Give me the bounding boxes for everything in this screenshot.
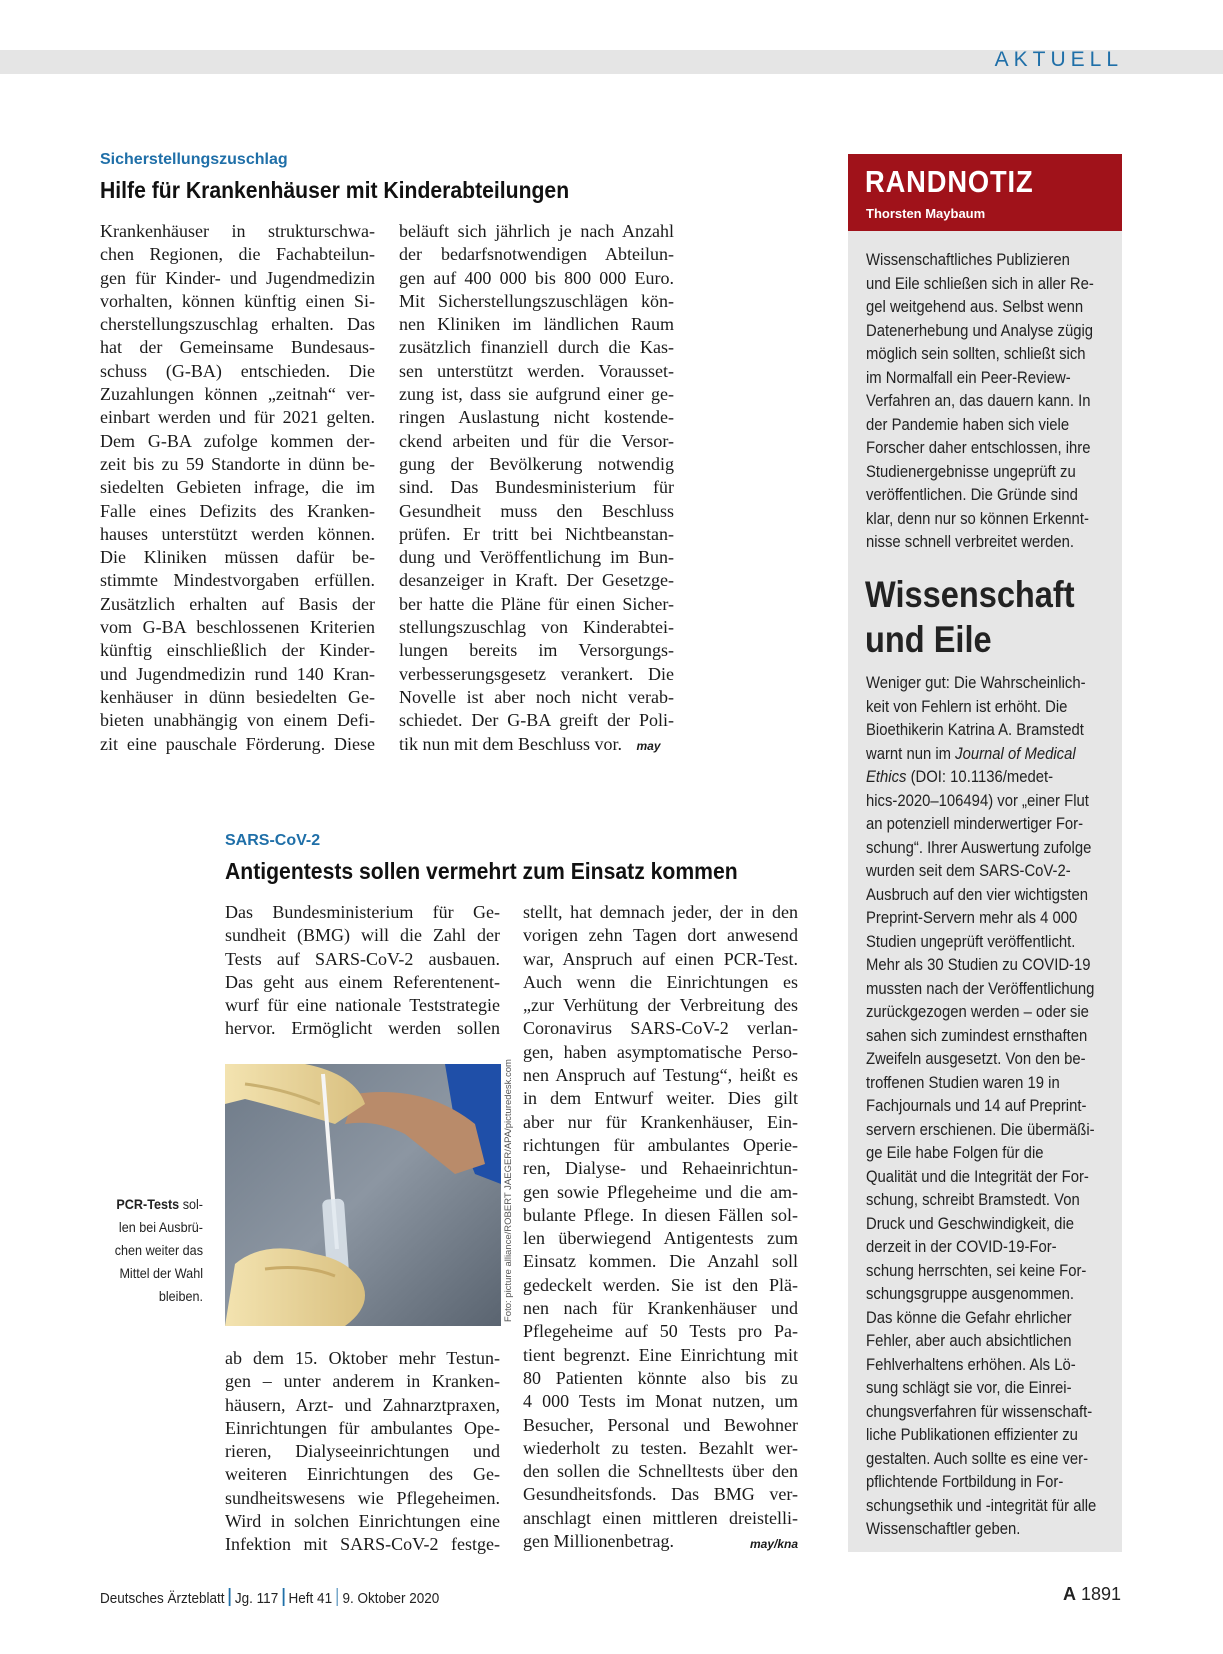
issue-date: 9. Oktober 2020 <box>342 1590 440 1607</box>
article2-kicker: SARS-CoV-2 <box>225 832 321 849</box>
article1-signature: may <box>636 738 661 753</box>
footer-divider <box>283 1588 284 1606</box>
article1-title: Hilfe für Krankenhäuser mit Kinderabteilungen <box>100 177 570 203</box>
journal-name: Deutsches Ärzteblatt <box>100 1590 225 1607</box>
article2-last-line: gen Millionenbetrag. may/kna <box>523 1530 798 1553</box>
caption-bold: PCR-Tests <box>116 1196 180 1212</box>
article2-column-2: stellt, hat demnach jeder, der in den vorigen zehn Tagen dort anwesend war, Anspruch auf einen PCR-Test. Auch wenn die Einrichtungen es „zur Verhütung der Verbreitung des Coronavirus SARS-CoV-2 verlan- gen, haben asymptomatische Perso- nen Anspruch auf Testung“, heißt es in dem Entwurf weiter. Dies gilt aber nur für Krankenhäuser, Ein- richtungen für ambulantes Operie- ren, Dialyse- und Rehaeinrichtun- gen sowie Pflegeheime und die am- bulante Pflege. In diesen Fällen sol- len überwiegend Antigentests zum Einsatz kommen. Die Anzahl soll gedeckelt werden. Sie ist den Plä- nen nach für Krankenhäuser und Pflegeheime auf 50 Tests pro Pa- tient begrenzt. Eine Einrichtung mit 80 Patienten könnte also bis zu 4 000 Tests im Monat nutzen, um Besucher, Personal und Bewohner wiederholt zu testen. Bezahlt wer- den sollen die Schnelltests über den Gesundheitsfonds. Das BMG ver- anschlagt einen mittleren dreistelli- gen Millionenbetrag. may/kna <box>523 901 798 1553</box>
section-label: AKTUELL <box>994 48 1123 71</box>
randnotiz-title: RANDNOTIZ <box>865 164 1034 199</box>
footer-divider <box>337 1588 338 1606</box>
randnotiz-intro: Wissenschaftliches Publizieren und Eile schließen sich in aller Re- gel weitgehend aus. Selbst wenn Datenerhebung und Analyse zügig möglich sein sollten, schließt sich im Normalfall ein Peer-Review- Verfahren an, das dauern kann. In der Pandemie haben sich viele Forscher daher entschlossen, ihre Studienergebnisse ungeprüft zu veröffentlichen. Die Gründe sind klar, denn nur so können Erkennt- nisse schnell verbreitet werden. <box>866 251 1094 551</box>
photo-caption: PCR-Tests sol- len bei Ausbrü- chen weiter das Mittel der Wahl bleiben. <box>114 1196 203 1304</box>
journal-issue: Heft 41 <box>288 1590 333 1607</box>
randnotiz-author: Thorsten Maybaum <box>866 206 986 221</box>
page-number: A 1891 <box>1062 1584 1121 1604</box>
journal-volume: Jg. 117 <box>234 1590 279 1607</box>
article2-signature: may/kna <box>749 1537 798 1552</box>
page-footer <box>100 1588 439 1607</box>
photo-credit: Foto: picture alliance/ROBERT JAEGER/APA/picturedesk.com <box>503 1059 514 1322</box>
article1-column-1: Krankenhäuser in strukturschwa- chen Regionen, die Fachabteilun- gen für Kinder- und Jugendmedizin vorhalten, können künftig einen Si- cherstellungszuschlag erhalten. Das hat der Gemeinsame Bundesaus- schuss (G-BA) entschieden. Die Zuzahlungen können „zeitnah“ ver- einbart werden und für 2021 gelten. Dem G-BA zufolge kommen der- zeit bis zu 59 Standorte in dünn be- siedelten Gebieten infrage, die im Falle eines Defizits des Kranken- hauses unterstützt werden können. Die Kliniken müssen dafür be- stimmte Mindestvorgaben erfüllen. Zusätzlich erhalten auf Basis der vom G-BA beschlossenen Kriterien künftig einschließlich der Kinder- und Jugendmedizin rund 140 Kran- kenhäuser in dünn besiedelten Ge- bieten unabhängig von einem Defi- zit eine pauschale Förderung. Diese <box>100 221 375 754</box>
randnotiz-headline: Wissenschaft und Eile <box>865 574 1075 660</box>
pcr-test-photo <box>225 1064 501 1326</box>
article2-column-1-bottom: ab dem 15. Oktober mehr Testun- gen – unter anderem in Kranken- häusern, Arzt- und Zahnarztpraxen, Einrichtungen für ambulantes Ope- rieren, Dialyseeinrichtungen und weiteren Einrichtungen des Ge- sundheitswesens wie Pflegeheimen. Wird in solchen Einrichtungen eine Infektion mit SARS-CoV-2 festge- <box>225 1348 500 1555</box>
article2-column-1-top: Das Bundesministerium für Ge- sundheit (BMG) will die Zahl der Tests auf SARS-CoV-2 ausbauen. Das geht aus einem Referentenent- wurf für eine nationale Teststrategie hervor. Ermöglicht werden sollen <box>225 902 500 1039</box>
journal-title: Journal of Medical <box>955 744 1076 763</box>
footer-divider <box>229 1588 230 1606</box>
article1-column-2: beläuft sich jährlich je nach Anzahl der bedarfsnotwendigen Abteilun- gen auf 400 000 bis 800 000 Euro. Mit Sicherstellungszuschlägen kön- nen Kliniken im ländlichen Raum zusätzlich finanziell durch die Kas- sen unterstützt werden. Vorausset- zung ist, dass sie aufgrund einer ge- ringen Auslastung nicht kostende- ckend arbeiten und für die Versor- gung der Bevölkerung notwendig sind. Das Bundesministerium für Gesundheit muss den Beschluss prüfen. Er tritt bei Nichtbeanstan- dung und Veröffentlichung im Bun- desanzeiger in Kraft. Der Gesetzge- ber hatte die Pläne für einen Sicher- stellungszuschlag von Kinderabtei- lungen bereits im Versorgungs- verbesserungsgesetz verankert. Die Novelle ist aber noch nicht verab- schiedet. Der G-BA greift der Poli- tik nun mit dem Beschluss vor. may <box>399 220 674 756</box>
article1-last-line: tik nun mit dem Beschluss vor. may <box>399 733 661 754</box>
randnotiz-body: Weniger gut: Die Wahrscheinlich- keit von Fehlern ist erhöht. Die Bioethikerin Katrina A. Bramstedt warnt nun im Journal of Medical Ethics (DOI: 10.1136/medet- hics-2020–106494) vor „einer Flut an potenziell minderwertiger For- schung“. Ihrer Auswertung zufolge wurden seit dem SARS-CoV-2- Ausbruch auf den vier wichtigsten Preprint-Servern mehr als 4 000 Studien ungeprüft veröffentlicht. Mehr als 30 Studien zu COVID-19 mussten nach der Veröffentlichung zurückgezogen werden – oder sie sahen sich zumindest ernsthaften Zweifeln ausgesetzt. Von den be- troffenen Studien waren 19 in Fachjournals und 14 auf Preprint- servern erschienen. Die übermäßi- ge Eile habe Folgen für die Qualität und die Integrität der For- schung, schreibt Bramstedt. Von Druck und Geschwindigkeit, die derzeit in der COVID-19-For- schung herrschten, sei keine For- schungsgruppe ausgenommen. Das könne die Gefahr ehrlicher Fehler, aber auch absichtlichen Fehlverhaltens erhöhen. Als Lö- sung schlägt sie vor, die Einrei- chungsverfahren für wissenschaft- liche Publikationen effizienter zu gestalten. Auch sollte es eine ver- pflichtende Fortbildung in For- schungsethik und -integrität für alle Wissenschaftler geben. <box>866 674 1097 1538</box>
article2-title: Antigentests sollen vermehrt zum Einsatz kommen <box>225 858 738 884</box>
article1-kicker: Sicherstellungszuschlag <box>100 151 288 168</box>
